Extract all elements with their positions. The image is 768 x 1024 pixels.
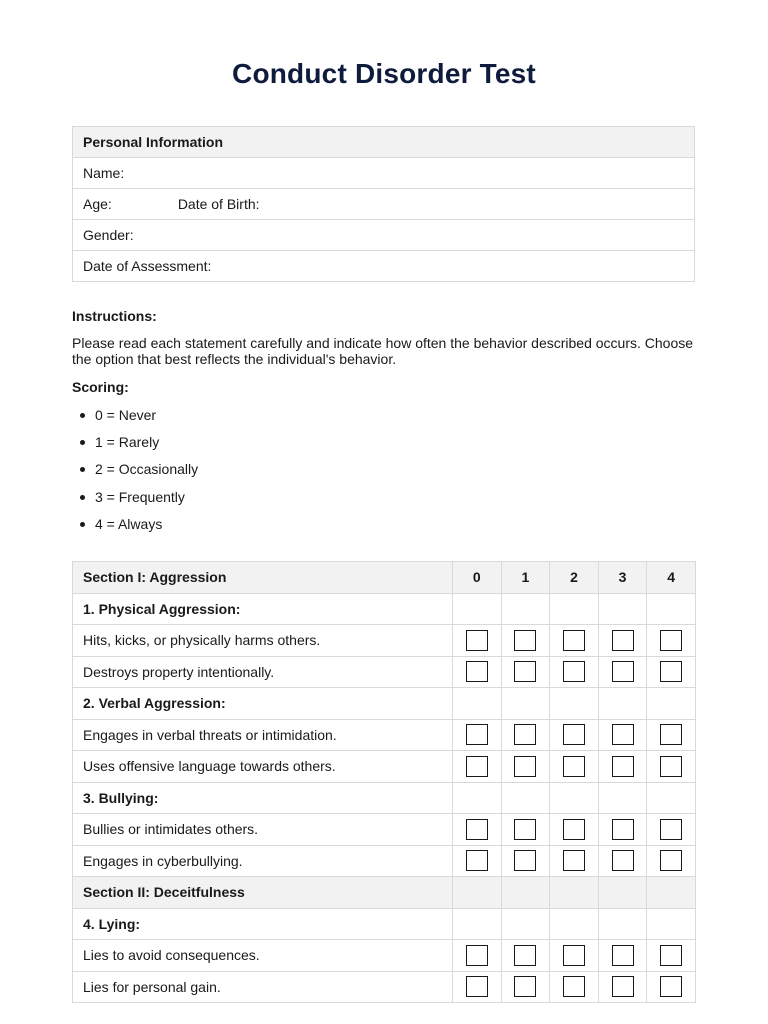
score-0-checkbox[interactable] [466,976,488,997]
score-0-checkbox[interactable] [466,724,488,745]
score-cell [550,751,599,783]
score-1-checkbox[interactable] [514,724,536,745]
score-3-checkbox[interactable] [612,630,634,651]
subsection-title: 4. Lying: [73,908,453,940]
score-cell [501,719,550,751]
empty-cell [647,908,696,940]
empty-cell [453,688,502,720]
question-text: Hits, kicks, or physically harms others. [73,625,453,657]
score-0-checkbox[interactable] [466,661,488,682]
score-cell [501,656,550,688]
score-cell [598,751,647,783]
score-cell [501,940,550,972]
score-cell [598,971,647,1003]
subsection-title: 1. Physical Aggression: [73,593,453,625]
empty-cell [501,782,550,814]
score-cell [453,751,502,783]
score-cell [647,845,696,877]
question-text: Engages in verbal threats or intimidation. [73,719,453,751]
subsection-row [73,782,696,814]
question-row [73,940,696,972]
score-1-checkbox[interactable] [514,756,536,777]
score-3-checkbox[interactable] [612,945,634,966]
score-3-checkbox[interactable] [612,661,634,682]
name-label: Name: [83,165,125,181]
gender-field[interactable] [73,220,695,251]
score-cell [598,940,647,972]
score-4-checkbox[interactable] [660,756,682,777]
question-row [73,625,696,657]
score-cell [453,625,502,657]
score-column-header: 4 [647,562,696,594]
score-cell [647,751,696,783]
scoring-item: 1 = Rarely [95,432,198,459]
score-column-header: 2 [550,562,599,594]
empty-cell [501,688,550,720]
score-column-header [647,877,696,909]
assessment-date-field[interactable] [73,251,695,282]
empty-cell [453,593,502,625]
empty-cell [550,782,599,814]
score-4-checkbox[interactable] [660,976,682,997]
question-row [73,751,696,783]
score-cell [598,656,647,688]
questionnaire-table [72,561,696,1003]
score-cell [501,625,550,657]
subsection-row [73,593,696,625]
score-cell [647,625,696,657]
score-cell [501,814,550,846]
question-text: Uses offensive language towards others. [73,751,453,783]
score-2-checkbox[interactable] [563,724,585,745]
score-cell [598,845,647,877]
section-title: Section II: Deceitfulness [73,877,453,909]
empty-cell [598,688,647,720]
question-text: Lies to avoid consequences. [73,940,453,972]
subsection-row [73,908,696,940]
score-2-checkbox[interactable] [563,976,585,997]
scoring-item: 0 = Never [95,405,198,432]
empty-cell [550,908,599,940]
score-column-header: 3 [598,562,647,594]
score-cell [453,814,502,846]
question-row [73,814,696,846]
question-row [73,719,696,751]
gender-label: Gender: [83,227,134,243]
score-2-checkbox[interactable] [563,630,585,651]
empty-cell [598,782,647,814]
question-text: Engages in cyberbullying. [73,845,453,877]
score-3-checkbox[interactable] [612,850,634,871]
age-label: Age: [83,196,112,212]
empty-cell [647,593,696,625]
score-cell [647,971,696,1003]
empty-cell [501,593,550,625]
score-2-checkbox[interactable] [563,756,585,777]
question-row [73,656,696,688]
score-cell [598,719,647,751]
score-cell [647,814,696,846]
score-cell [453,656,502,688]
age-dob-field[interactable] [73,189,695,220]
score-2-checkbox[interactable] [563,850,585,871]
score-cell [550,814,599,846]
scoring-item: 3 = Frequently [95,487,198,514]
score-4-checkbox[interactable] [660,630,682,651]
empty-cell [453,782,502,814]
score-column-header: 1 [501,562,550,594]
score-cell [501,971,550,1003]
scoring-heading: Scoring: [72,379,129,395]
subsection-row [73,688,696,720]
score-cell [501,751,550,783]
score-4-checkbox[interactable] [660,819,682,840]
empty-cell [501,908,550,940]
score-0-checkbox[interactable] [466,850,488,871]
score-2-checkbox[interactable] [563,945,585,966]
empty-cell [647,782,696,814]
question-row [73,845,696,877]
score-cell [550,719,599,751]
dob-label: Date of Birth: [177,196,260,212]
instructions-heading: Instructions: [72,308,157,324]
instructions-text: Please read each statement carefully and indicate how often the behavior described occurs. Choose the option that best reflects the individual's behavior. [72,335,694,367]
empty-cell [453,908,502,940]
score-cell [453,845,502,877]
score-1-checkbox[interactable] [514,945,536,966]
score-0-checkbox[interactable] [466,945,488,966]
score-column-header [598,877,647,909]
section-title: Section I: Aggression [73,562,453,594]
score-column-header [453,877,502,909]
score-3-checkbox[interactable] [612,819,634,840]
subsection-title: 3. Bullying: [73,782,453,814]
score-2-checkbox[interactable] [563,819,585,840]
score-cell [501,845,550,877]
empty-cell [647,688,696,720]
score-4-checkbox[interactable] [660,724,682,745]
score-column-header [550,877,599,909]
score-cell [647,656,696,688]
score-3-checkbox[interactable] [612,724,634,745]
question-text: Lies for personal gain. [73,971,453,1003]
score-cell [647,719,696,751]
score-cell [453,971,502,1003]
score-column-header: 0 [453,562,502,594]
question-text: Bullies or intimidates others. [73,814,453,846]
score-4-checkbox[interactable] [660,945,682,966]
score-4-checkbox[interactable] [660,661,682,682]
score-3-checkbox[interactable] [612,756,634,777]
score-1-checkbox[interactable] [514,661,536,682]
score-1-checkbox[interactable] [514,630,536,651]
score-1-checkbox[interactable] [514,976,536,997]
score-0-checkbox[interactable] [466,630,488,651]
score-0-checkbox[interactable] [466,819,488,840]
section-header-row [73,562,696,594]
score-4-checkbox[interactable] [660,850,682,871]
score-cell [647,940,696,972]
score-cell [453,940,502,972]
personal-info-table [72,126,695,282]
scoring-item: 4 = Always [95,514,198,541]
score-cell [550,940,599,972]
page-title: Conduct Disorder Test [232,58,536,89]
section-header-row [73,877,696,909]
score-column-header [501,877,550,909]
score-2-checkbox[interactable] [563,661,585,682]
score-1-checkbox[interactable] [514,819,536,840]
score-cell [550,656,599,688]
question-row [73,971,696,1003]
assessment-date-label: Date of Assessment: [83,258,212,274]
empty-cell [550,688,599,720]
empty-cell [598,908,647,940]
scoring-item: 2 = Occasionally [95,459,198,486]
score-cell [550,845,599,877]
score-cell [598,625,647,657]
empty-cell [550,593,599,625]
personal-info-heading: Personal Information [73,127,695,158]
scoring-list [95,405,198,541]
score-cell [453,719,502,751]
score-1-checkbox[interactable] [514,850,536,871]
subsection-title: 2. Verbal Aggression: [73,688,453,720]
score-0-checkbox[interactable] [466,756,488,777]
score-cell [550,971,599,1003]
empty-cell [598,593,647,625]
name-field[interactable] [73,158,695,189]
score-cell [550,625,599,657]
question-text: Destroys property intentionally. [73,656,453,688]
score-cell [598,814,647,846]
score-3-checkbox[interactable] [612,976,634,997]
